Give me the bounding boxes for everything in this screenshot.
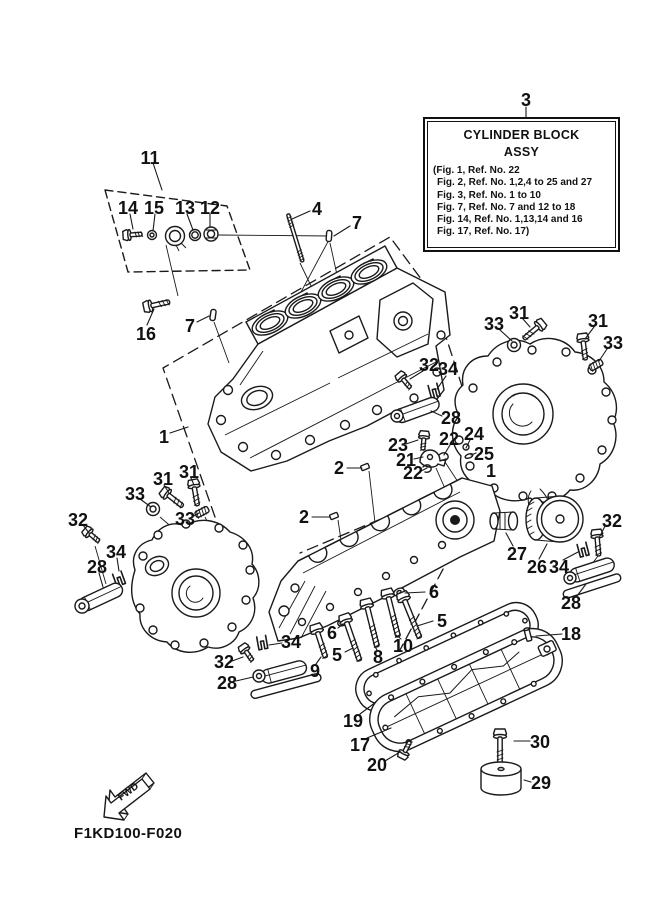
callout-31-d: 31 bbox=[178, 462, 200, 482]
ref-line: Fig. 7, Ref. No. 7 and 12 to 18 bbox=[437, 201, 576, 213]
callout-28-right: 28 bbox=[560, 593, 582, 613]
bolt-7-left bbox=[210, 309, 217, 321]
callout-12: 12 bbox=[199, 198, 221, 218]
callout-1-left: 1 bbox=[158, 427, 170, 447]
callout-5-a: 5 bbox=[436, 611, 448, 631]
oil-filter-26 bbox=[526, 496, 583, 542]
callout-34-left: 34 bbox=[105, 542, 127, 562]
callout-8: 8 bbox=[372, 647, 384, 667]
callout-4: 4 bbox=[311, 199, 323, 219]
callout-22-a: 22 bbox=[438, 429, 460, 449]
callout-24: 24 bbox=[463, 424, 485, 444]
callout-3: 3 bbox=[520, 90, 532, 110]
bolt-7-right bbox=[326, 230, 332, 241]
crankcase-drawing bbox=[269, 478, 500, 641]
callout-22-b: 22 bbox=[402, 463, 424, 483]
figure-code: F1KD100-F020 bbox=[74, 825, 183, 842]
callout-34-bottom: 34 bbox=[280, 632, 302, 652]
callout-5-b: 5 bbox=[331, 645, 343, 665]
callout-32-mid: 32 bbox=[418, 355, 440, 375]
callout-23: 23 bbox=[387, 435, 409, 455]
anode-29 bbox=[481, 762, 521, 795]
callout-29: 29 bbox=[530, 773, 552, 793]
ref-line: Fig. 3, Ref. No. 1 to 10 bbox=[437, 189, 541, 201]
callout-7-right: 7 bbox=[351, 213, 363, 233]
ref-line: Fig. 14, Ref. No. 1,13,14 and 16 bbox=[437, 214, 583, 226]
bolt-31-left-b bbox=[187, 479, 203, 507]
bolt-30 bbox=[494, 729, 507, 764]
callout-34-mid: 34 bbox=[437, 359, 459, 379]
ref-box-lines bbox=[428, 165, 615, 239]
bolt-16 bbox=[142, 296, 170, 313]
dowel-pin-2-b bbox=[329, 512, 338, 520]
callout-1-right: 1 bbox=[485, 461, 497, 481]
callout-28-bottom: 28 bbox=[216, 673, 238, 693]
callout-25: 25 bbox=[473, 444, 495, 464]
cylinder-block-assy-ref-box bbox=[423, 117, 620, 252]
callout-26: 26 bbox=[526, 557, 548, 577]
anode-cover-parts-11 bbox=[123, 227, 218, 252]
callout-28-mid: 28 bbox=[440, 408, 462, 428]
ref-box-title: CYLINDER BLOCK bbox=[463, 128, 580, 142]
tab-hole bbox=[544, 646, 550, 652]
callout-19: 19 bbox=[342, 711, 364, 731]
dowel-pin-2-a bbox=[360, 463, 369, 471]
ref-line: Fig. 17, Ref. No. 17) bbox=[437, 226, 530, 238]
ref-line: (Fig. 1, Ref. No. 22 bbox=[433, 165, 520, 176]
bolt-33-left bbox=[194, 505, 210, 519]
callout-7-left: 7 bbox=[184, 316, 196, 336]
callout-28-left: 28 bbox=[86, 557, 108, 577]
fwd-label: FWD bbox=[116, 780, 141, 804]
callout-31-a: 31 bbox=[508, 303, 530, 323]
callout-33-d: 33 bbox=[174, 509, 196, 529]
callout-11: 11 bbox=[140, 148, 160, 168]
callout-27: 27 bbox=[506, 544, 528, 564]
callout-18: 18 bbox=[560, 624, 582, 644]
left-cover-drawing bbox=[132, 520, 259, 652]
callout-2-b: 2 bbox=[298, 507, 310, 527]
callout-33-a: 33 bbox=[483, 314, 505, 334]
oil-fitting-27 bbox=[490, 512, 518, 530]
callout-30: 30 bbox=[529, 732, 551, 752]
washer-33-right bbox=[508, 339, 521, 352]
callout-13: 13 bbox=[174, 198, 196, 218]
callout-31-c: 31 bbox=[152, 469, 174, 489]
callout-32-bottom: 32 bbox=[213, 652, 235, 672]
callout-10: 10 bbox=[392, 636, 414, 656]
callout-17: 17 bbox=[349, 735, 371, 755]
callout-6-a: 6 bbox=[428, 582, 440, 602]
callout-2-a: 2 bbox=[333, 458, 345, 478]
callout-6-b: 6 bbox=[326, 623, 338, 643]
ref-line: Fig. 2, Ref. No. 1,2,4 to 25 and 27 bbox=[437, 177, 593, 189]
callout-31-b: 31 bbox=[587, 311, 609, 331]
callout-14: 14 bbox=[117, 198, 139, 218]
ref-box-subtitle: ASSY bbox=[503, 145, 540, 159]
callout-15: 15 bbox=[143, 198, 165, 218]
bolt-31-left-a bbox=[158, 485, 186, 511]
callout-20: 20 bbox=[366, 755, 388, 775]
callout-33-c: 33 bbox=[124, 484, 146, 504]
callout-33-b: 33 bbox=[602, 333, 624, 353]
callout-16: 16 bbox=[135, 324, 157, 344]
callout-21: 21 bbox=[395, 450, 417, 470]
callout-32-left: 32 bbox=[67, 510, 89, 530]
callout-9: 9 bbox=[309, 661, 321, 681]
stud-4 bbox=[286, 213, 305, 262]
cylinder-block-drawing bbox=[208, 246, 450, 471]
washer-33-left bbox=[147, 503, 160, 516]
callout-32-right: 32 bbox=[601, 511, 623, 531]
callout-34-right: 34 bbox=[548, 557, 570, 577]
fwd-arrow bbox=[104, 773, 154, 820]
ref-box-inner-border bbox=[427, 121, 616, 248]
